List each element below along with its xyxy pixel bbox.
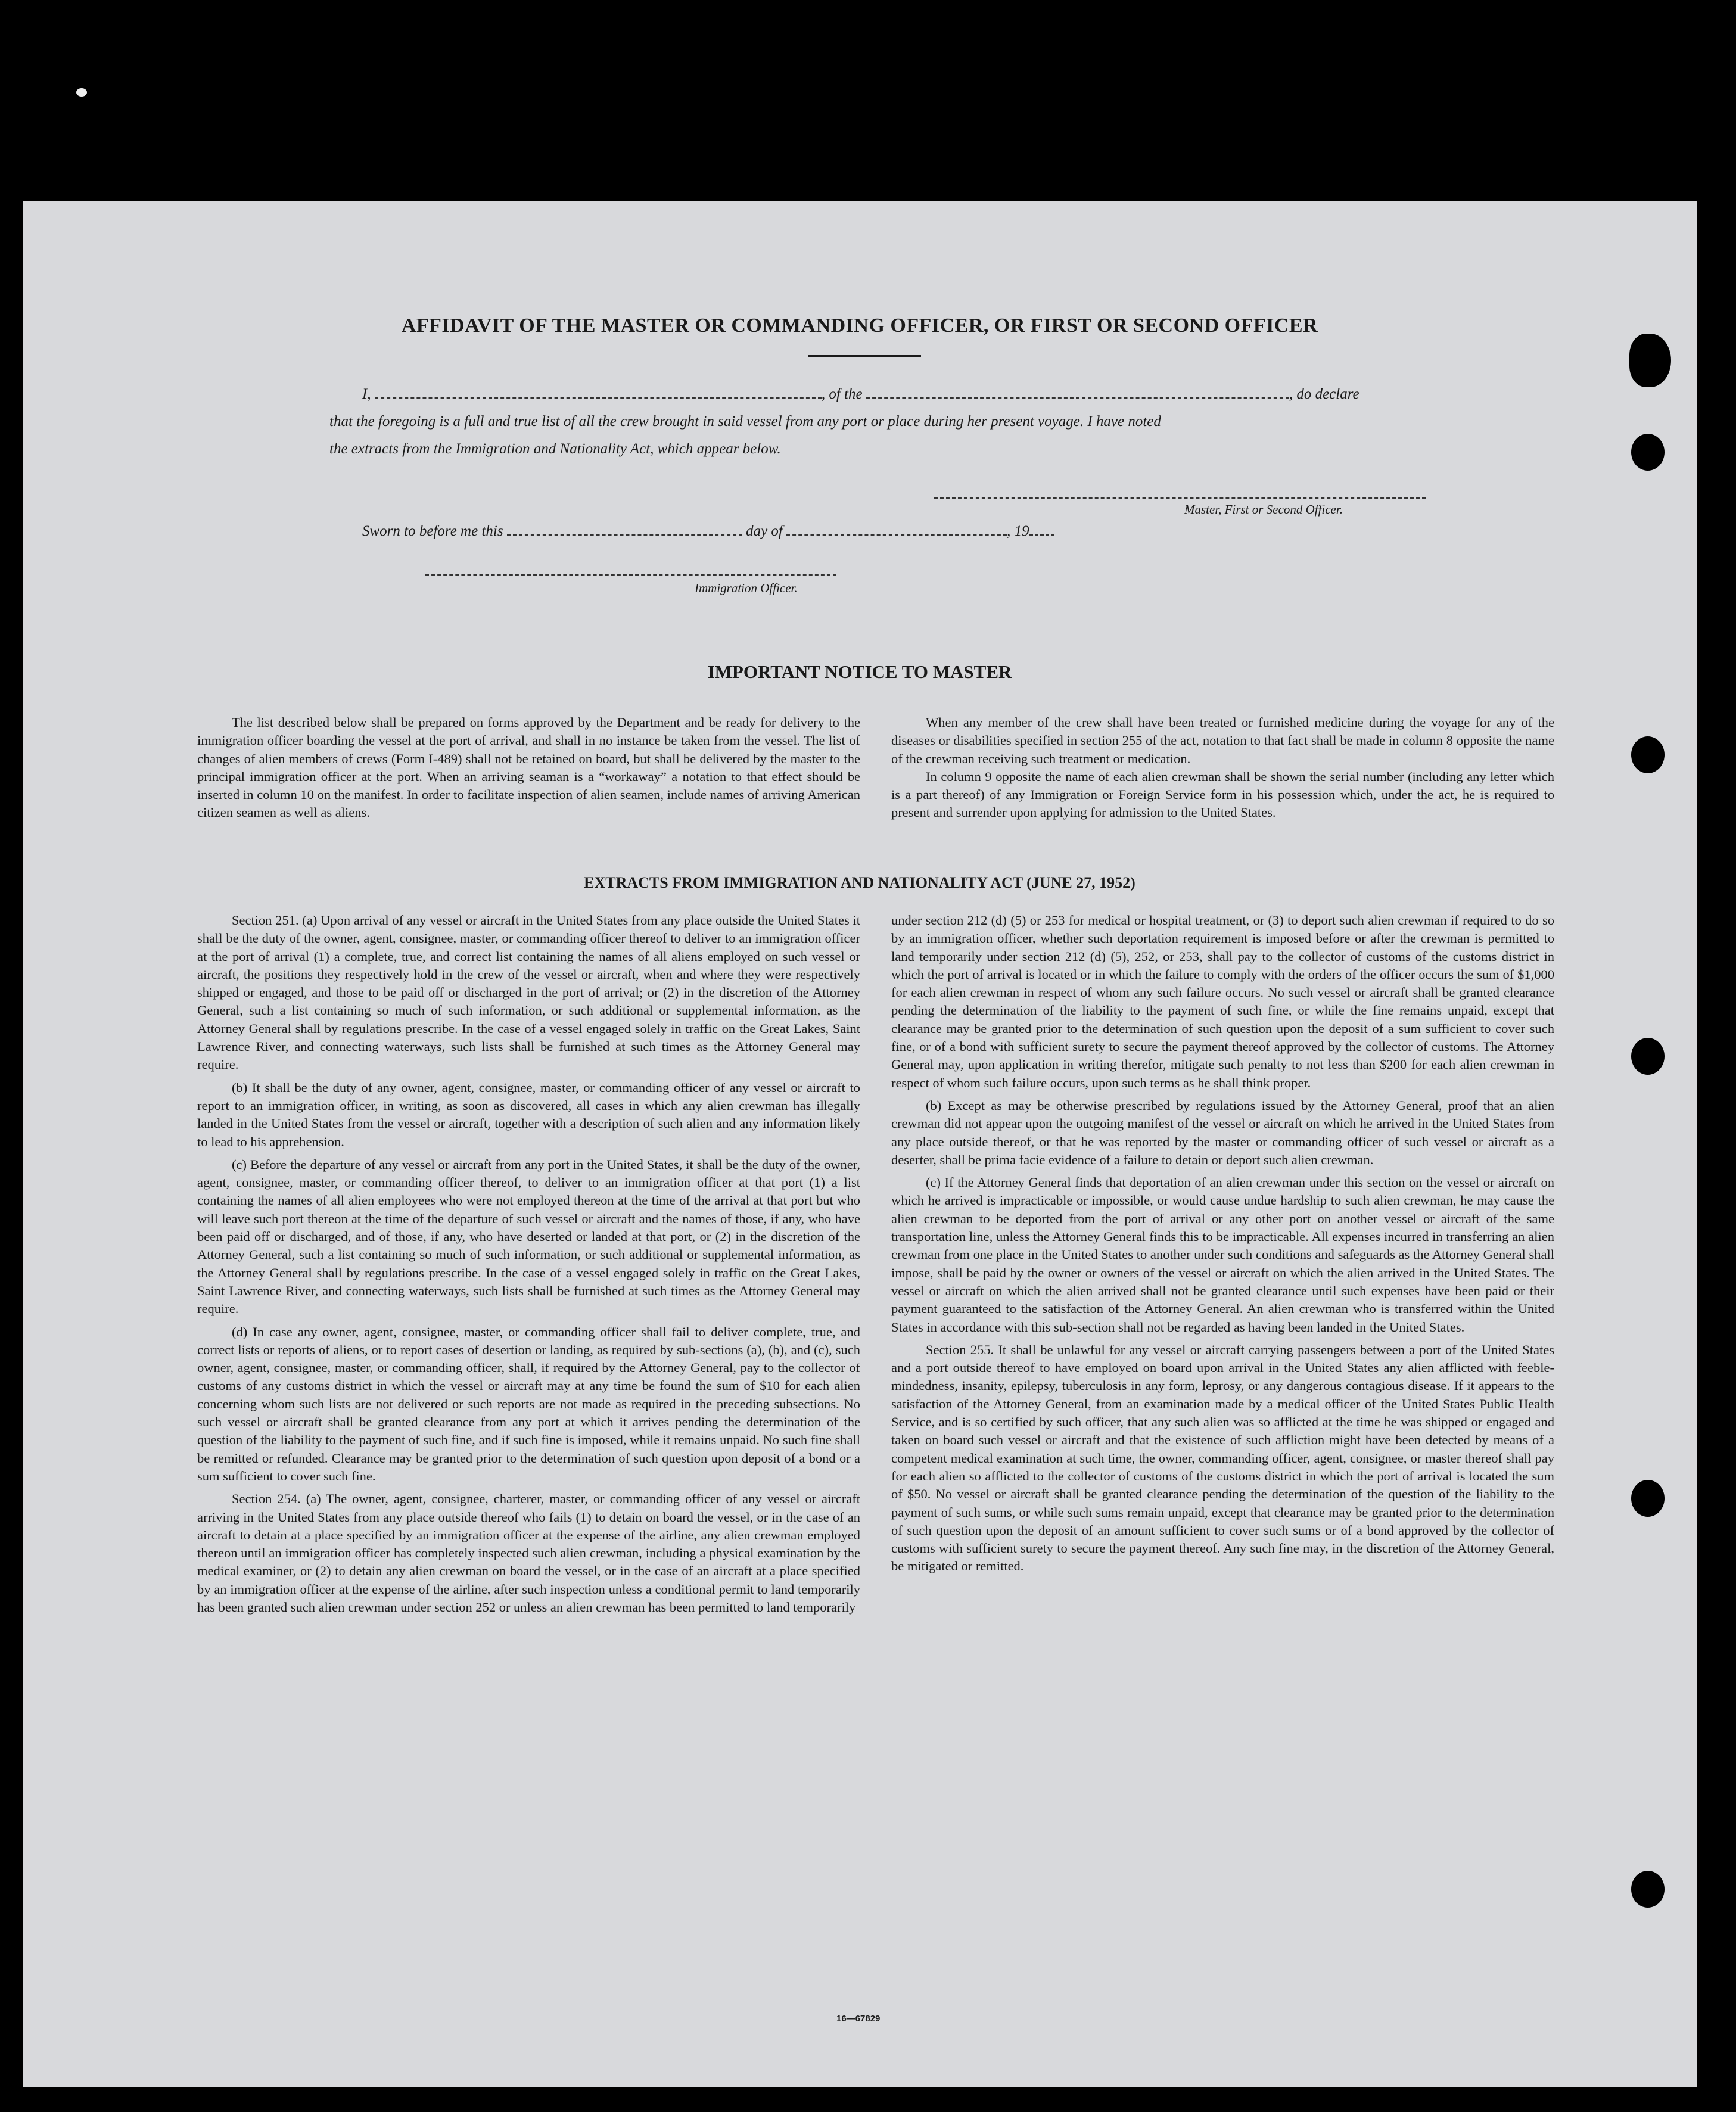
affidavit-line-1 (362, 386, 1359, 403)
affidavit-line-2: that the foregoing is a full and true list of all the crew brought in said vessel from any port or place during her present voyage. I have noted (329, 413, 1161, 430)
sworn-month-field[interactable] (786, 524, 1007, 536)
binder-hole (1631, 1038, 1665, 1075)
section-254-a: Section 254. (a) The owner, agent, consignee, charterer, master, or commanding officer of any vessel or aircraft arriving in the United States from any place outside thereof who fails (1) to detain on board the vessel, or in the case of an aircraft to detain at a place specified by an immigration officer at the expense of the airline, any alien crewman employed thereon until an immigration officer has completely inspected such alien crewman, including a physical examination by the medical examiner, or (2) to detain any alien crewman on board the vessel, or in the case of an aircraft at a place specified by an immigration officer at the expense of the airline, after such inspection unless a conditional permit to land temporarily has been granted such alien crewman under section 252 or unless an alien crewman has been permitted to land temporarily (197, 1491, 860, 1615)
vessel-name-field[interactable] (866, 387, 1289, 399)
torn-edge-mark (1629, 334, 1671, 387)
section-254-b: (b) Except as may be otherwise prescribed by regulations issued by the Attorney General, proof that an alien crewman did not appear upon the outgoing manifest of the vessel or aircraft on which he arrived in the United States from any place outside thereof, or that he was reported by the master or commanding officer of such vessel or aircraft as a deserter, shall be prima facie evidence of a failure to detain or deport such alien crewman. (891, 1097, 1554, 1167)
form-sheet (23, 201, 1697, 2087)
section-251-c: (c) Before the departure of any vessel or aircraft from any port in the United States, it shall be the duty of the owner, agent, consignee, master, or commanding officer thereof, to deliver to an immigration officer at that port (1) a list containing the names of all alien employees who were not employed thereon at the time of the arrival at that port but who will leave such port thereon at the time of the departure of such vessel or aircraft and the names of those, if any, who have been paid off or discharged, and of those, if any, who have deserted or landed at that port, or (2) in the discretion of the Attorney General, such a list containing so much of such information, or such additional or supplemental information, as the Attorney General shall by regulations prescribe. In the case of a vessel engaged solely in traffic on the Great Lakes, Saint Lawrence River, and connecting waterways, such lists shall be furnished at such times as the Attorney General may require. (197, 1156, 860, 1317)
title-rule (808, 355, 921, 357)
extracts-right-column (891, 912, 1554, 1576)
binder-hole (1631, 736, 1665, 773)
day-of-label: day of (746, 523, 783, 539)
scan-speck (76, 88, 87, 97)
affidavit-line-3: the extracts from the Immigration and Nationality Act, which appear below. (329, 441, 781, 457)
section-255: Section 255. It shall be unlawful for any vessel or aircraft carrying passengers between a port of the United States and a port outside thereof to have employed on board upon arrival in the United States any alien afflicted with feeble-mindedness, insanity, epilepsy, tuberculosis in any form, leprosy, or any dangerous contagious disease. If it appears to the satisfaction of the Attorney General, from an examination made by a medical officer of the United States Public Health Service, and is so certified by such officer, that any such alien was so afflicted at the time he was shipped or engaged and taken on board such vessel or aircraft and that the existence of such affliction might have been detected by means of a competent medical examination at such time, the owner, commanding officer, agent, consignee, or master thereof shall pay for each alien so afflicted to the collector of customs of the customs district in which the port of arrival is located the sum of $50. No vessel or aircraft shall be granted clearance pending the determination of the question of the liability to the payment of such sums, or while such sums remain unpaid, except that clearance may be granted prior to the determination of such question upon the deposit of an amount sufficient to cover such sums or of a bond approved by the collector of customs with sufficient surety to secure the payment thereof. Any such fine may, in the discretion of the Attorney General, be mitigated or remitted. (891, 1342, 1554, 1574)
form-code: 16—67829 (836, 2014, 881, 2024)
sworn-label: Sworn to before me this (362, 523, 503, 539)
master-signature-line[interactable] (934, 497, 1426, 499)
section-251-d: (d) In case any owner, agent, consignee, master, or commanding officer shall fail to deliver complete, true, and correct lists or reports of aliens, or to report cases of desertion or landing, as required by sub-sections (a), (b), and (c), such owner, agent, consignee, master, or commanding officer, shall, if required by the Attorney General, pay to the collector of customs of any customs district in which the vessel or aircraft may at any time be found the sum of $10 for each alien concerning whom such lists are not delivered or such reports are not made as required in the preceding subsections. No such vessel or aircraft shall be granted clearance from any port at which it arrives pending the determination of the question of the liability to the payment of such fine, and if such fine is imposed, while it remains unpaid. No such fine shall be remitted or refunded. Clearance may be granted prior to the determination of such question upon deposit of a bond or a sum sufficient to cover such fine. (197, 1324, 860, 1483)
master-signature-caption: Master, First or Second Officer. (1184, 502, 1343, 517)
affidavit-declare-label: , do declare (1289, 386, 1359, 402)
notice-left-column (197, 714, 860, 822)
extracts-title: EXTRACTS FROM IMMIGRATION AND NATIONALITY ACT (JUNE 27, 1952) (584, 874, 1135, 891)
sworn-day-field[interactable] (507, 524, 742, 536)
notice-paragraph: The list described below shall be prepared on forms approved by the Department and be ready for delivery to the immigration officer boarding the vessel at the port of arrival, and shall in no instance be taken from the vessel. The list of changes of alien members of crews (Form I-489) shall not be retained on board, but shall be delivered by the master to the principal immigration officer at the port. When an arriving seaman is a “workaway” a notation to that effect should be inserted in column 10 on the manifest. In order to facilitate inspection of alien seamen, include names of arriving American citizen seamen as well as aliens. (197, 715, 860, 820)
immigration-officer-caption: Immigration Officer. (695, 581, 798, 595)
sworn-row (362, 523, 1054, 540)
binder-hole (1631, 1480, 1665, 1517)
binder-hole (1631, 434, 1665, 471)
binder-hole (1631, 1871, 1665, 1908)
notice-paragraph: When any member of the crew shall have been treated or furnished medicine during the voyage for any of the diseases or disabilities specified in section 255 of the act, notation to that fact shall be made in column 8 opposite the name of the crewman receiving such treatment or medication. (891, 715, 1554, 766)
section-254-a-continued: under section 212 (d) (5) or 253 for medical or hospital treatment, or (3) to deport such alien crewman if required to do so by an immigration officer, whether such deportation requirement is imposed before or after the crewman is permitted to land temporarily under section 212 (d) (5), 252, or 253, shall pay to the collector of customs of the customs district in which the port of arrival is located or in which the failure to comply with the orders of the officer occurs the sum of $1,000 for each alien crewman in respect of whom any such failure occurs. No such vessel or aircraft shall be granted clearance pending the determination of the liability to the payment of such fine, or while the fine remains unpaid, except that clearance may be granted prior to the determination of such question upon the deposit of a sum sufficient to cover such fine, or of a bond with sufficient surety to secure the payment thereof approved by the collector of customs. The Attorney General may, upon application in writing therefor, mitigate such penalty to not less than $200 for each alien crewman in respect of whom such failure occurs, upon such terms as he shall think proper. (891, 913, 1554, 1090)
notice-title: IMPORTANT NOTICE TO MASTER (707, 661, 1012, 682)
section-251-a: Section 251. (a) Upon arrival of any vessel or aircraft in the United States from any place outside the United States it shall be the duty of the owner, agent, consignee, master, or commanding officer thereof to deliver to an immigration officer at the port of arrival (1) a complete, true, and correct list containing the names of all aliens employed on such vessel or aircraft, the positions they respectively hold in the crew of the vessel or aircraft, when and where they were respectively shipped or engaged, and those to be paid off or discharged in the port of arrival; or (2) in the discretion of the Attorney General, such a list containing so much of such information, or such additional or supplemental information, as the Attorney General shall by regulations prescribe. In the case of a vessel engaged solely in traffic on the Great Lakes, Saint Lawrence River, and connecting waterways, such lists shall be furnished at such times as the Attorney General may require. (197, 913, 860, 1072)
officer-name-field[interactable] (375, 387, 822, 399)
section-254-c: (c) If the Attorney General finds that deportation of an alien crewman under this section on the vessel or aircraft on which he arrived is impracticable or impossible, or would cause undue hardship to such alien crewman, he may cause the alien crewman to be deported from the port of arrival or any other port on another vessel or aircraft of the same transportation line, unless the Attorney General finds this to be impracticable. All expenses incurred in transferring an alien crewman from one place in the United States to another under such conditions and safeguards as the Attorney General shall impose, shall be paid by the owner or owners of the vessel or aircraft on which the alien arrived in the United States. The vessel or aircraft on which the alien arrived shall not be granted clearance until such expenses have been paid or their payment guaranteed to the satisfaction of the Attorney General. An alien crewman who is transferred within the United States in accordance with this sub-section shall not be regarded as having been landed in the United States. (891, 1175, 1554, 1335)
affidavit-title: AFFIDAVIT OF THE MASTER OR COMMANDING OFFICER, OR FIRST OR SECOND OFFICER (401, 315, 1318, 337)
section-251-b: (b) It shall be the duty of any owner, agent, consignee, master, or commanding officer of any vessel or aircraft to report to an immigration officer, in writing, as soon as discovered, all cases in which any alien crewman has illegally landed in the United States from the vessel or aircraft, together with a description of such alien and any information likely to lead to his apprehension. (197, 1080, 860, 1149)
affidavit-of-the-label: , of the (821, 386, 863, 402)
extracts-left-column (197, 912, 860, 1616)
year-label: , 19 (1007, 523, 1029, 539)
affidavit-i-label: I, (362, 386, 371, 402)
immigration-officer-signature-line[interactable] (425, 574, 836, 576)
sworn-year-field[interactable] (1029, 524, 1054, 536)
notice-paragraph: In column 9 opposite the name of each alien crewman shall be shown the serial number (including any letter which is a part thereof) of any Immigration or Foreign Service form in his possession which, under the act, he is required to present and surrender upon applying for admission to the United States. (891, 769, 1554, 820)
notice-right-column (891, 714, 1554, 822)
